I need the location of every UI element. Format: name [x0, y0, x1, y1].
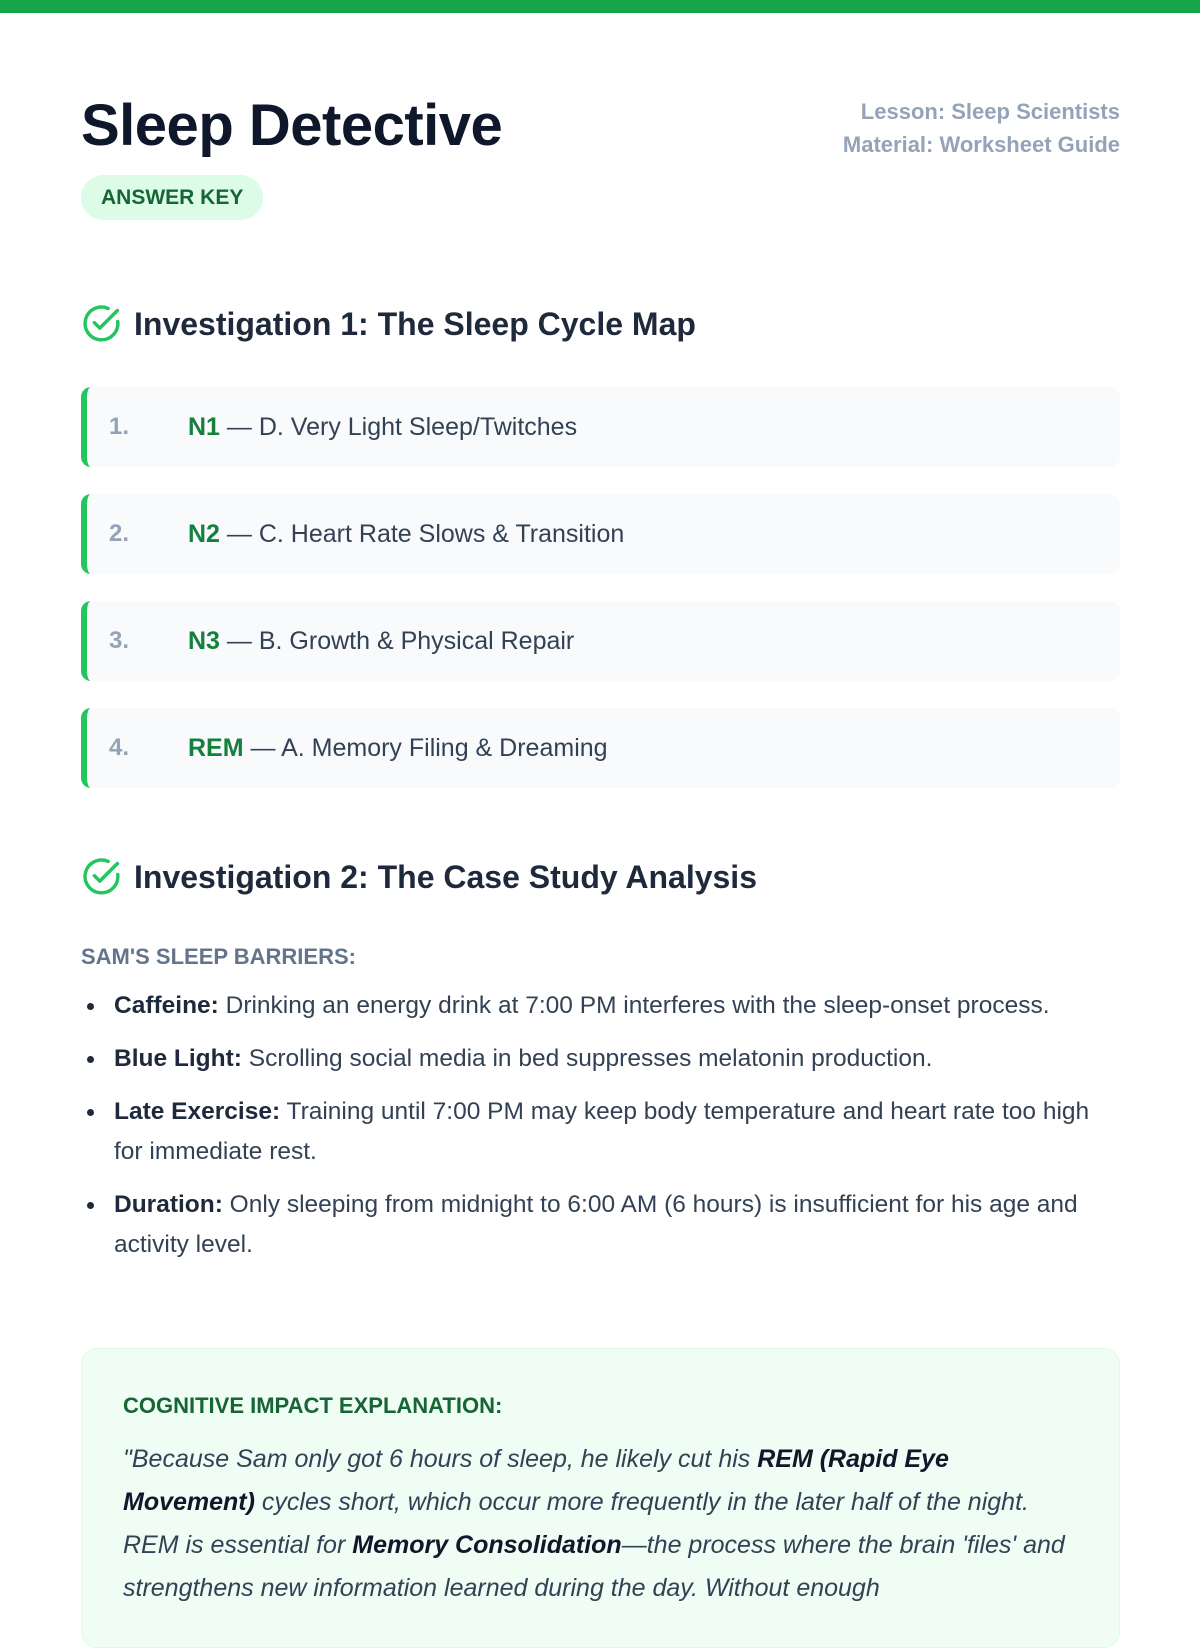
answer-text — [188, 708, 608, 788]
answer-description: — C. Heart Rate Slows & Transition — [219, 520, 625, 548]
barrier-text: Only sleeping from midnight to 6:00 AM (6 hours) is insufficient for his age and activity level. — [114, 1191, 1078, 1258]
check-circle-icon — [81, 856, 122, 897]
answer-stage: REM — [188, 734, 244, 762]
barriers-label: SAM'S SLEEP BARRIERS: — [81, 944, 356, 969]
answer-key-badge: ANSWER KEY — [81, 175, 263, 220]
answer-item — [81, 494, 1120, 574]
answer-text — [188, 601, 574, 681]
answer-item — [81, 708, 1120, 788]
impact-term-memory: Memory Consolidation — [352, 1531, 622, 1559]
barrier-text: Scrolling social media in bed suppresses melatonin production. — [241, 1045, 933, 1072]
impact-text: cycles short, which occur more frequently in the later half of the night. REM is essential for — [123, 1488, 1029, 1559]
page-header — [81, 92, 1120, 232]
barrier-text: Training until 7:00 PM may keep body temperature and heart rate too high for immediate rest. — [114, 1098, 1090, 1165]
barrier-term: Caffeine: — [114, 992, 219, 1019]
answer-description: — D. Very Light Sleep/Twitches — [219, 413, 578, 441]
answer-item — [81, 601, 1120, 681]
answer-text — [188, 387, 577, 467]
cognitive-impact-label: COGNITIVE IMPACT EXPLANATION: — [123, 1393, 503, 1418]
lesson-meta — [843, 95, 1120, 161]
answer-description: — B. Growth & Physical Repair — [219, 627, 575, 655]
impact-text: "Because Sam only got 6 hours of sleep, he likely cut his — [123, 1445, 758, 1473]
answer-text — [188, 494, 624, 574]
investigation-2-heading: Investigation 2: The Case Study Analysis — [134, 859, 757, 895]
impact-term-rem: REM (Rapid Eye Movement) — [123, 1445, 949, 1516]
barrier-term: Late Exercise: — [114, 1098, 281, 1125]
top-accent-bar — [0, 0, 1200, 13]
page-title: Sleep Detective — [81, 93, 503, 158]
answer-stage: N3 — [188, 627, 220, 655]
answer-number: 2. — [109, 520, 130, 547]
cognitive-impact-explanation — [123, 1438, 1080, 1610]
answer-number: 1. — [109, 413, 130, 440]
answer-number: 3. — [109, 627, 130, 654]
investigation-1-heading: Investigation 1: The Sleep Cycle Map — [134, 306, 696, 342]
answer-number: 4. — [109, 734, 130, 761]
material-name: Material: Worksheet Guide — [842, 132, 1120, 157]
answer-item — [81, 387, 1120, 467]
answer-description: — A. Memory Filing & Dreaming — [243, 734, 608, 762]
barrier-item — [81, 1185, 1120, 1265]
barrier-term: Blue Light: — [114, 1045, 242, 1072]
sleep-cycle-answer-list — [81, 387, 1120, 815]
check-circle-icon — [81, 303, 122, 344]
investigation-2-heading-row — [81, 855, 1120, 899]
answer-stage: N1 — [188, 413, 220, 441]
barrier-item — [81, 1092, 1120, 1172]
cognitive-impact-box — [81, 1348, 1120, 1648]
sleep-barriers-list — [81, 986, 1120, 1278]
barrier-text: Drinking an energy drink at 7:00 PM interferes with the sleep-onset process. — [218, 992, 1050, 1019]
investigation-1-heading-row — [81, 302, 1120, 346]
impact-text: —the process where the brain 'files' and strengthens new information learned during the day. Without enough — [123, 1531, 1065, 1602]
barrier-item — [81, 1039, 1120, 1079]
lesson-name: Lesson: Sleep Scientists — [860, 99, 1120, 124]
barrier-term: Duration: — [114, 1191, 223, 1218]
answer-stage: N2 — [188, 520, 220, 548]
barrier-item — [81, 986, 1120, 1026]
